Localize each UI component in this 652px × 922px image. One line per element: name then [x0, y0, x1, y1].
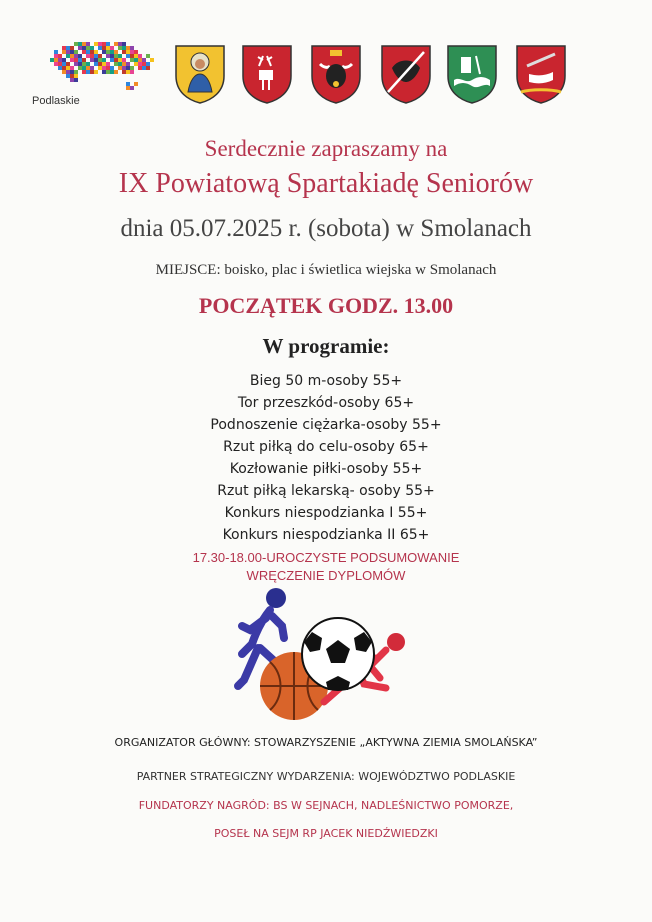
bison-pixel [70, 66, 74, 70]
bison-pixel [126, 62, 130, 66]
bison-pixel [122, 66, 126, 70]
bison-pixel [86, 46, 90, 50]
bison-pixel [94, 50, 98, 54]
bison-pixel [114, 62, 118, 66]
bison-pixel [82, 46, 86, 50]
bison-pixel [146, 54, 150, 58]
bison-pixel [118, 46, 122, 50]
bison-pixel [98, 42, 102, 46]
program-item: Kozłowanie piłki-osoby 55+ [229, 461, 423, 477]
bison-pixel [94, 54, 98, 58]
bison-pixel [62, 70, 66, 74]
organizer-line: ORGANIZATOR GŁÓWNY: STOWARZYSZENIE „AKTYWNA ZIEMIA SMOLAŃSKA” [114, 736, 538, 749]
bison-pixel [70, 54, 74, 58]
bison-pixel [106, 42, 110, 46]
bison-pixel [126, 70, 130, 74]
bison-pixel [122, 70, 126, 74]
bison-pixel [90, 70, 94, 74]
bison-pixel [110, 58, 114, 62]
bison-pixel [102, 58, 106, 62]
bison-pixel [98, 62, 102, 66]
bison-pixel [94, 42, 98, 46]
bison-pixel [130, 70, 134, 74]
bison-pixel [94, 70, 98, 74]
saint-crest-icon [174, 44, 226, 104]
bison-pixel [58, 66, 62, 70]
bison-pixel [142, 66, 146, 70]
bison-pixel [130, 66, 134, 70]
sports-illustration [200, 588, 440, 723]
bison-pixel [122, 42, 126, 46]
bison-pixel [74, 78, 78, 82]
bison-pixel [102, 46, 106, 50]
bison-pixel [118, 54, 122, 58]
bison-pixel [102, 50, 106, 54]
soccer-ball-icon [302, 618, 374, 690]
program-item: Bieg 50 m-osoby 55+ [249, 373, 403, 389]
bison-pixel [110, 70, 114, 74]
bison-pixel [98, 58, 102, 62]
bison-pixel [138, 58, 142, 62]
bison-pixel [106, 54, 110, 58]
bison-pixel [122, 62, 126, 66]
bison-pixel [90, 54, 94, 58]
bison-pixel [126, 82, 130, 86]
bison-pixel [126, 46, 130, 50]
bison-pixel [106, 50, 110, 54]
event-date-place: dnia 05.07.2025 r. (sobota) w Smolanach [120, 215, 532, 242]
bison-pixel [110, 46, 114, 50]
bison-pixel [58, 54, 62, 58]
bison-pixel [102, 42, 106, 46]
bison-pixel [86, 62, 90, 66]
program-item: Rzut piłką lekarską- osoby 55+ [217, 483, 435, 499]
sponsors-line-2: POSEŁ NA SEJM RP JACEK NIEDŹWIEDZKI [214, 827, 438, 840]
bison-pixel [62, 50, 66, 54]
bison-pixel [134, 62, 138, 66]
bull-crest-icon [310, 44, 362, 104]
bison-pixel [134, 54, 138, 58]
bison-pixel [134, 58, 138, 62]
bison-pixel [58, 62, 62, 66]
bison-pixel [74, 50, 78, 54]
program-item: Podnoszenie ciężarka-osoby 55+ [210, 417, 442, 433]
bison-pixel [78, 66, 82, 70]
bison-pixel [126, 86, 130, 90]
bison-pixel [134, 82, 138, 86]
bison-pixel [90, 46, 94, 50]
bison-pixel [114, 42, 118, 46]
arm-sword-crest-icon [515, 44, 567, 104]
bison-pixel [146, 62, 150, 66]
logo-bar [0, 40, 652, 110]
bison-pixel [130, 86, 134, 90]
bison-pixel [126, 54, 130, 58]
bison-pixel [110, 50, 114, 54]
bison-pixel [70, 78, 74, 82]
bison-pixel [82, 42, 86, 46]
bison-pixel [78, 46, 82, 50]
bison-pixel [138, 62, 142, 66]
bison-pixel [78, 42, 82, 46]
bison-pixel [70, 70, 74, 74]
sponsors-line-1: FUNDATORZY NAGRÓD: BS W SEJNACH, NADLEŚNICTWO POMORZE, [138, 799, 514, 812]
bison-pixel [70, 74, 74, 78]
bison-pixel [110, 54, 114, 58]
bison-pixel [54, 62, 58, 66]
bison-pixel [78, 54, 82, 58]
program-item: Tor przeszkód-osoby 65+ [237, 395, 415, 411]
bison-pixel [86, 70, 90, 74]
ceremony-diplomas: WRĘCZENIE DYPLOMÓW [246, 568, 406, 583]
program-list [0, 370, 652, 546]
bison-pixel [98, 66, 102, 70]
bison-pixel [74, 62, 78, 66]
bison-pixel [90, 50, 94, 54]
bison-pixel [126, 50, 130, 54]
bison-pixel [82, 58, 86, 62]
bison-pixel [106, 66, 110, 70]
bison-pixel [122, 58, 126, 62]
bison-pixel [54, 50, 58, 54]
program-heading: W programie: [262, 334, 390, 358]
bison-pixel [150, 58, 154, 62]
bison-pixel [66, 54, 70, 58]
bison-pixel [134, 50, 138, 54]
bison-pixel [62, 62, 66, 66]
bison-pixel [70, 46, 74, 50]
bison-pixel [114, 54, 118, 58]
bison-pixel [94, 62, 98, 66]
bison-pixel [74, 58, 78, 62]
bison-pixel [98, 54, 102, 58]
bison-pixel [66, 66, 70, 70]
bison-pixel [74, 70, 78, 74]
bison-pixel [90, 58, 94, 62]
bison-pixel [62, 66, 66, 70]
bison-pixel [62, 46, 66, 50]
bison-pixel [82, 66, 86, 70]
bison-pixel [122, 50, 126, 54]
program-item: Rzut piłką do celu-osoby 65+ [223, 439, 429, 455]
bison-pixel [90, 66, 94, 70]
bison-pixel [82, 70, 86, 74]
bison-pixel [86, 54, 90, 58]
bison-pixel [62, 58, 66, 62]
bison-pixel [70, 58, 74, 62]
bison-pixel [94, 58, 98, 62]
deer-crest-icon [241, 44, 293, 104]
bison-pixel [78, 62, 82, 66]
bison-pixel [74, 42, 78, 46]
bison-pixel [58, 58, 62, 62]
bison-pixel [106, 62, 110, 66]
bison-pixel [82, 50, 86, 54]
bison-pixel [66, 70, 70, 74]
bison-pixel [86, 66, 90, 70]
bison-pixel [142, 62, 146, 66]
bison-pixel [130, 46, 134, 50]
event-venue: MIEJSCE: boisko, plac i świetlica wiejska w Smolanach [155, 262, 497, 278]
bison-pixel [130, 50, 134, 54]
bison-pixel [66, 62, 70, 66]
start-time: POCZĄTEK GODZ. 13.00 [198, 293, 454, 318]
bison-pixel [122, 46, 126, 50]
bison-pixel [110, 66, 114, 70]
bison-pixel [142, 58, 146, 62]
podlaskie-logo-label: Podlaskie [32, 95, 80, 107]
ceremony-info [0, 549, 652, 585]
bison-pixel [82, 62, 86, 66]
bison-pixel [102, 66, 106, 70]
bison-pixel [138, 54, 142, 58]
bison-pixel [138, 66, 142, 70]
bison-pixel [146, 66, 150, 70]
bison-pixel [66, 46, 70, 50]
bison-pixel [50, 58, 54, 62]
bison-pixel [54, 58, 58, 62]
bison-pixel [114, 50, 118, 54]
event-title: IX Powiatową Spartakiadę Seniorów [118, 168, 534, 199]
bison-pixel [106, 46, 110, 50]
bison-pixel [118, 66, 122, 70]
bison-pixel [66, 50, 70, 54]
bison-pixel [118, 42, 122, 46]
boar-crest-icon [380, 44, 432, 104]
partner-line: PARTNER STRATEGICZNY WYDARZENIA: WOJEWÓDZTWO PODLASKIE [136, 770, 516, 783]
bison-pixel [106, 70, 110, 74]
bison-pixel [70, 50, 74, 54]
bison-pixel [86, 50, 90, 54]
bison-pixel [78, 58, 82, 62]
bison-pixel [86, 42, 90, 46]
bison-pixel [98, 46, 102, 50]
bison-pixel [114, 58, 118, 62]
bison-pixel [102, 70, 106, 74]
bison-pixel [74, 74, 78, 78]
sea-creature-crest-icon [446, 44, 498, 104]
bison-pixel [54, 54, 58, 58]
bison-pixel [126, 66, 130, 70]
program-item: Konkurs niespodzianka I 55+ [224, 505, 428, 521]
bison-pixel [130, 58, 134, 62]
program-item: Konkurs niespodzianka II 65+ [222, 527, 430, 543]
bison-pixel [118, 62, 122, 66]
ceremony-time: 17.30-18.00-UROCZYSTE PODSUMOWANIE [192, 550, 460, 565]
bison-pixel [118, 58, 122, 62]
invitation-line: Serdecznie zapraszamy na [204, 136, 448, 161]
bison-pixel [114, 70, 118, 74]
bison-pixel [102, 62, 106, 66]
bison-pixel [66, 74, 70, 78]
bison-pixel [74, 54, 78, 58]
bison-pixel [130, 54, 134, 58]
